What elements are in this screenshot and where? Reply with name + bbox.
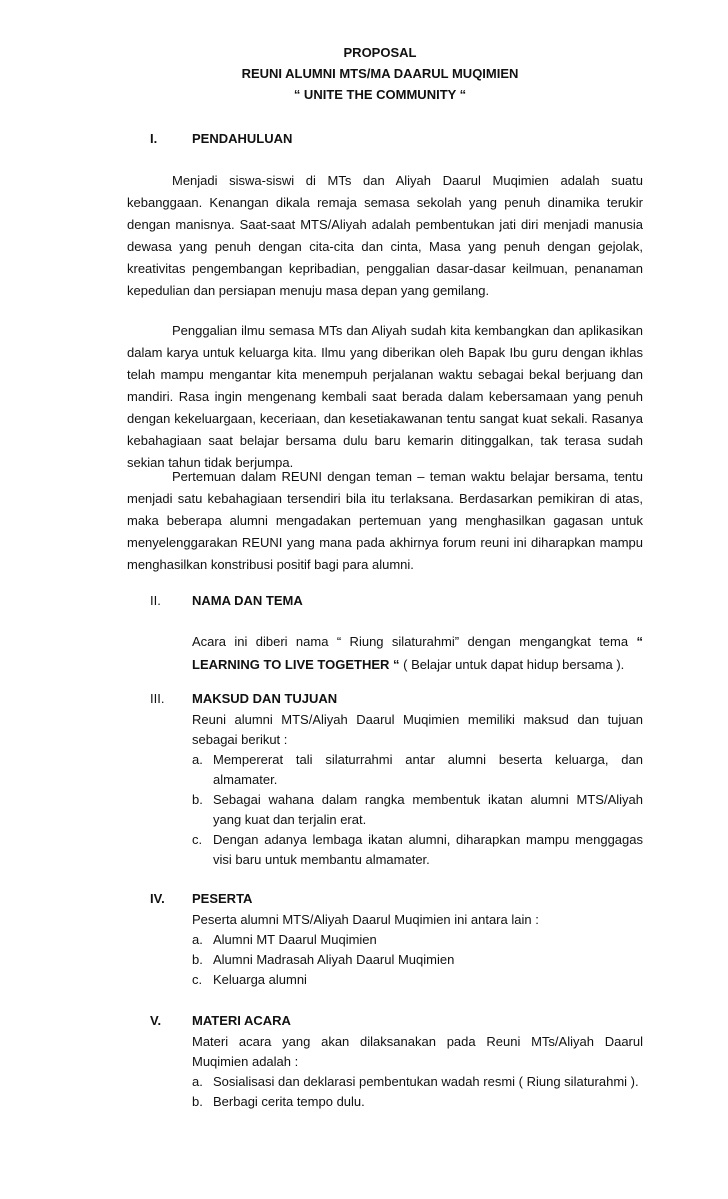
paragraph-text: Penggalian ilmu semasa MTs dan Aliyah sudah kita kembangkan dan aplikasikan dalam karya untuk keluarga kita. Ilmu yang diberikan oleh Bapak Ibu guru dengan ikhlas telah mampu mengantar kita menempuh perjalanan waktu sebagai bekal berjuang dan mandiri. Rasa ingin mengenang kembali saat berada dalam kebersamaan yang penuh dengan kekeluargaan, keceriaan, dan kesetiakawanan tentu sangat kuat sekali. Rasanya kebahagiaan saat belajar bersama dulu baru kemarin ditinggalkan, tak terasa sudah sekian tahun tidak berjumpa. xyxy=(127,323,643,470)
paragraph-text: Menjadi siswa-siswi di MTs dan Aliyah Daarul Muqimien adalah suatu kebanggaan. Kenangan dikala remaja semasa sekolah yang penuh dinamika terukir dengan manisnya. Saat-saat MTS/Aliyah adalah pembentukan jati diri menjadi manusia dewasa yang penuh dengan cita-cita dan cinta, Masa yang penuh dengan gejolak, kreativitas pengembangan kepribadian, penggalian dasar-dasar keilmuan, penanaman kepedulian dan persiapan menuju masa depan yang gemilang. xyxy=(127,173,643,298)
section-3-list xyxy=(192,750,643,870)
section-5-heading: MATERI ACARA xyxy=(192,1013,291,1028)
section-1-paragraph-1 xyxy=(127,170,643,302)
section-1-heading: PENDAHULUAN xyxy=(192,131,293,146)
section-5-number: V. xyxy=(150,1013,162,1028)
section-1-number: I. xyxy=(150,131,158,146)
list-item xyxy=(192,950,643,970)
list-marker: a. xyxy=(192,752,203,767)
list-item xyxy=(192,750,643,790)
paragraph-text: Pertemuan dalam REUNI dengan teman – teman waktu belajar bersama, tentu menjadi satu kebahagiaan tersendiri bila itu terlaksana. Berdasarkan pemikiran di atas, maka beberapa alumni mengadakan pertemuan yang menghasilkan gagasan untuk menyelenggarakan REUNI yang mana pada akhirnya forum reuni ini diharapkan mampu menghasilkan konstribusi positif bagi para alumni. xyxy=(127,469,643,572)
section-2-body xyxy=(192,630,643,676)
list-item-text: Dengan adanya lembaga ikatan alumni, diharapkan mampu menggagas visi baru untuk membantu almamater. xyxy=(213,832,643,867)
theme-name: “ LEARNING TO LIVE TOGETHER “ xyxy=(192,634,643,672)
section-5-list xyxy=(192,1072,643,1112)
title-theme: “ UNITE THE COMMUNITY “ xyxy=(293,87,467,102)
list-item xyxy=(192,930,643,950)
list-marker: b. xyxy=(192,1094,203,1109)
list-item xyxy=(192,790,643,830)
section-4-list xyxy=(192,930,643,990)
list-item-text: Alumni MT Daarul Muqimien xyxy=(213,932,377,947)
section-4-number: IV. xyxy=(150,891,165,906)
theme-translation: ( Belajar untuk dapat hidup bersama ). xyxy=(399,657,625,672)
list-marker: a. xyxy=(192,932,203,947)
list-marker: c. xyxy=(192,832,203,847)
section-3-heading: MAKSUD DAN TUJUAN xyxy=(192,691,338,706)
title-block xyxy=(0,42,728,105)
section-1-paragraph-3 xyxy=(127,466,643,576)
section-5-intro: Materi acara yang akan dilaksanakan pada Reuni MTs/Aliyah Daarul Muqimien adalah : xyxy=(192,1034,643,1069)
list-item-text: Keluarga alumni xyxy=(213,972,307,987)
list-marker: c. xyxy=(192,972,203,987)
title-proposal: PROPOSAL xyxy=(343,45,417,60)
list-marker: b. xyxy=(192,952,203,967)
section-3-number: III. xyxy=(150,691,165,706)
section-2-number: II. xyxy=(150,593,161,608)
list-marker: b. xyxy=(192,792,203,807)
theme-intro-text: Acara ini diberi nama “ Riung silaturahmi” dengan mengangkat tema xyxy=(192,634,637,649)
section-3-body xyxy=(192,710,643,870)
list-item xyxy=(192,970,643,990)
list-item-text: Mempererat tali silaturrahmi antar alumni beserta keluarga, dan almamater. xyxy=(213,752,643,787)
section-2-text xyxy=(192,630,643,676)
section-2-heading: NAMA DAN TEMA xyxy=(192,593,303,608)
section-4-heading: PESERTA xyxy=(192,891,253,906)
list-item-text: Sebagai wahana dalam rangka membentuk ikatan alumni MTS/Aliyah yang kuat dan terjalin erat. xyxy=(213,792,643,827)
section-5-body xyxy=(192,1032,643,1112)
section-4-body xyxy=(192,910,643,990)
section-3-intro: Reuni alumni MTS/Aliyah Daarul Muqimien memiliki maksud dan tujuan sebagai berikut : xyxy=(192,712,643,747)
section-4-intro: Peserta alumni MTS/Aliyah Daarul Muqimien ini antara lain : xyxy=(192,912,539,927)
list-item-text: Alumni Madrasah Aliyah Daarul Muqimien xyxy=(213,952,455,967)
list-item xyxy=(192,1072,643,1092)
section-1-paragraph-2 xyxy=(127,320,643,474)
list-item-text: Sosialisasi dan deklarasi pembentukan wadah resmi ( Riung silaturahmi ). xyxy=(213,1074,639,1089)
list-item xyxy=(192,830,643,870)
title-event: REUNI ALUMNI MTS/MA DAARUL MUQIMIEN xyxy=(241,66,519,81)
list-item-text: Berbagi cerita tempo dulu. xyxy=(213,1094,365,1109)
list-marker: a. xyxy=(192,1074,203,1089)
list-item xyxy=(192,1092,643,1112)
